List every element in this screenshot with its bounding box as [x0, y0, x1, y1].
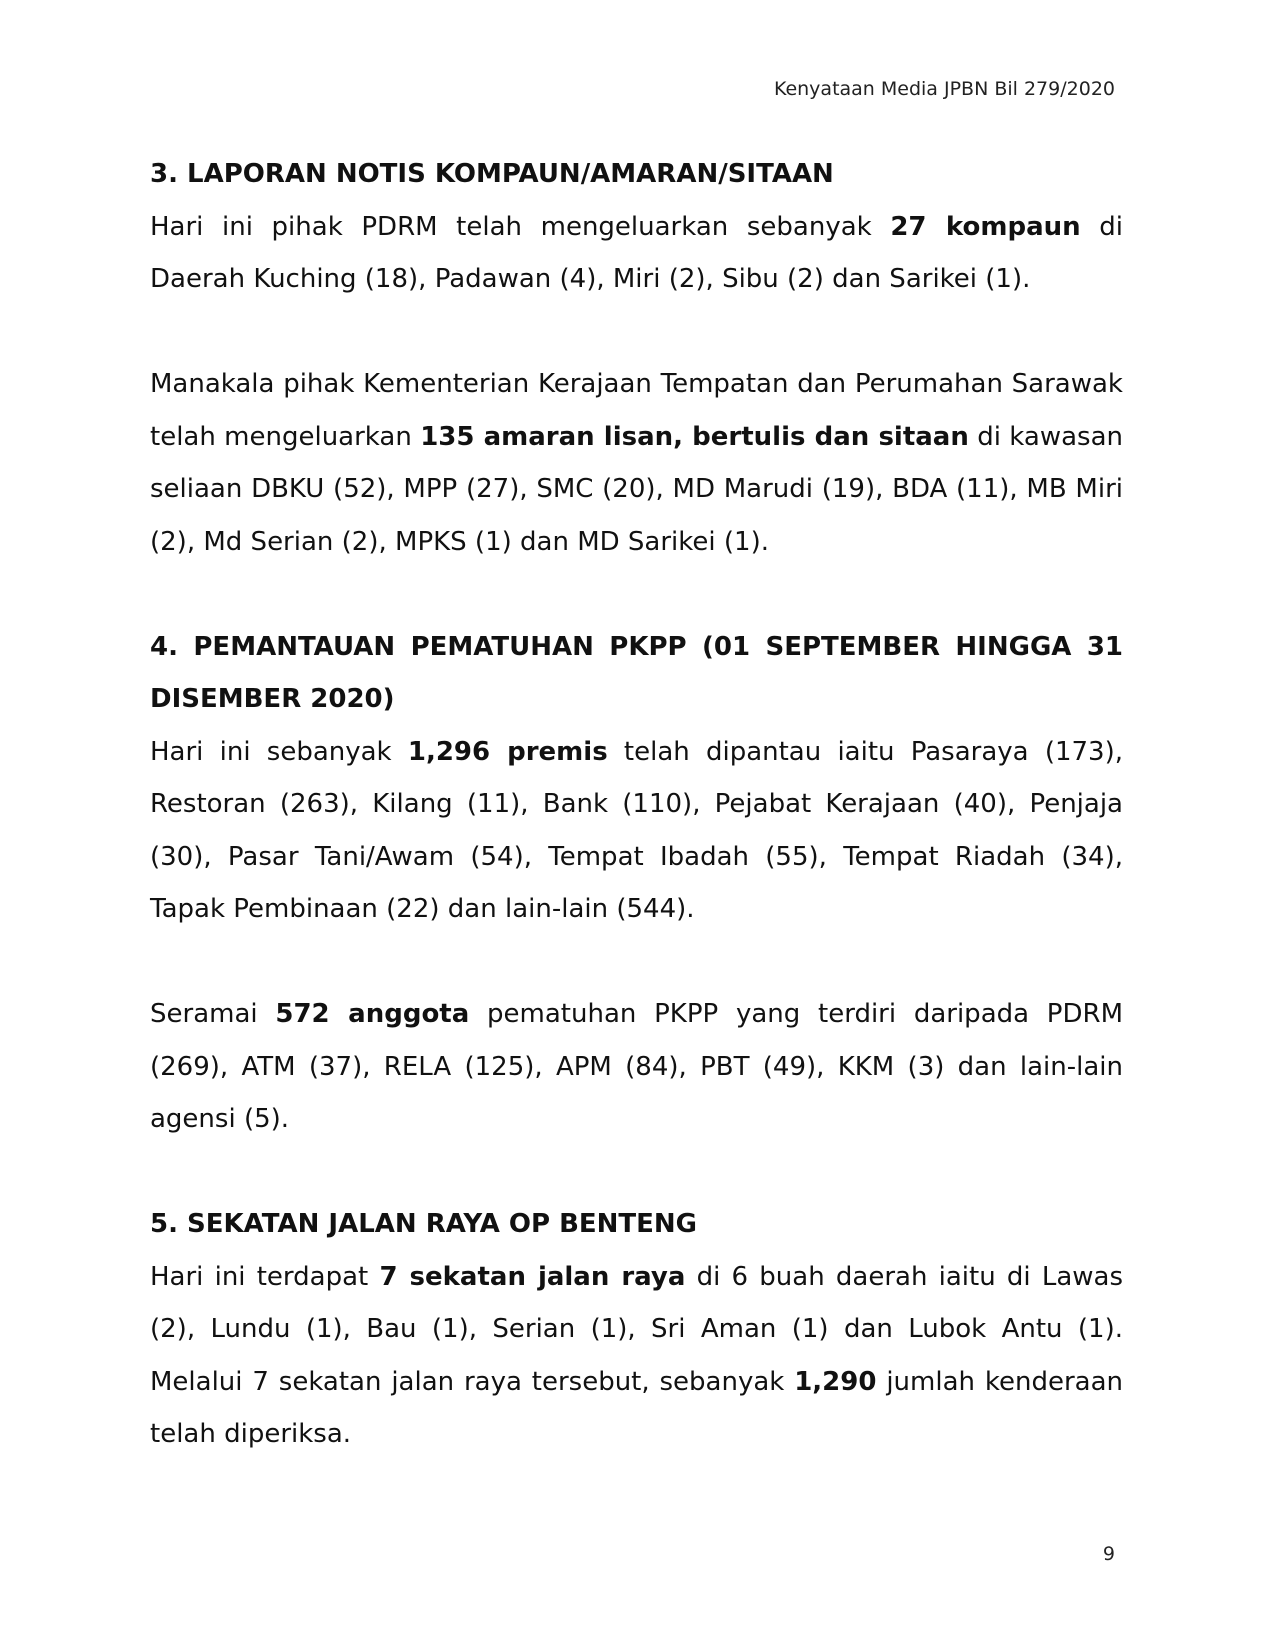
- section-4-heading: 4. PEMANTAUAN PEMATUHAN PKPP (01 SEPTEMBER HINGGA 31 DISEMBER 2020): [150, 631, 1123, 714]
- bold-text: 1,296 premis: [407, 736, 608, 767]
- section-4-paragraph-1: [150, 726, 1123, 936]
- bold-text: 7 sekatan jalan raya: [379, 1261, 686, 1292]
- text-run: Hari ini terdapat: [150, 1261, 380, 1292]
- spacer: [150, 306, 1123, 359]
- section-3-paragraph-1: [150, 201, 1123, 306]
- spacer: [150, 936, 1123, 989]
- spacer: [150, 568, 1123, 621]
- section-5-paragraph-1: [150, 1251, 1123, 1461]
- bold-text: 1,290: [794, 1366, 877, 1397]
- text-run: pematuhan PKPP yang terdiri daripada PDRM (269), ATM (37), RELA (125), APM (84), PBT (49), KKM (3) dan lain-lain agensi (5).: [150, 999, 1124, 1134]
- section-4-paragraph-2: [150, 988, 1123, 1146]
- document-body: [150, 148, 1123, 1461]
- text-run: di 6 buah daerah iaitu di Lawas (2), Lundu (1), Bau (1), Serian (1), Sri Aman (1) dan Lubok Antu (1). Melalui 7 sekatan jalan raya tersebut, sebanyak: [150, 1261, 1123, 1397]
- text-run: Hari ini sebanyak: [150, 736, 408, 767]
- text-run: Hari ini pihak PDRM telah mengeluarkan sebanyak: [150, 211, 891, 242]
- bold-text: 572 anggota: [275, 999, 470, 1029]
- spacer: [150, 1146, 1123, 1199]
- section-3-paragraph-2: [150, 358, 1123, 568]
- text-run: telah dipantau iaitu Pasaraya (173), Restoran (263), Kilang (11), Bank (110), Pejabat Kerajaan (40), Penjaja (30), Pasar Tani/Awam (54), Tempat Ibadah (55), Tempat Riadah (34), Tapak Pembinaan (22) dan lain-lain (544).: [150, 736, 1123, 924]
- header-reference: Kenyataan Media JPBN Bil 279/2020: [773, 78, 1115, 100]
- bold-text: 27 kompaun: [890, 211, 1081, 242]
- page-number: 9: [1102, 1543, 1115, 1565]
- section-3-heading: 3. LAPORAN NOTIS KOMPAUN/AMARAN/SITAAN: [150, 159, 834, 189]
- bold-text: 135 amaran lisan, bertulis dan sitaan: [420, 421, 969, 452]
- section-5-heading: 5. SEKATAN JALAN RAYA OP BENTENG: [150, 1209, 698, 1239]
- text-run: Manakala pihak Kementerian Kerajaan Tempatan dan Perumahan Sarawak telah mengeluarkan: [150, 369, 1123, 452]
- text-run: jumlah kenderaan telah diperiksa.: [150, 1366, 1123, 1449]
- text-run: di kawasan seliaan DBKU (52), MPP (27), SMC (20), MD Marudi (19), BDA (11), MB Miri (2), Md Serian (2), MPKS (1) dan MD Sarikei (1).: [150, 421, 1123, 557]
- text-run: Seramai: [150, 999, 276, 1029]
- text-run: di Daerah Kuching (18), Padawan (4), Miri (2), Sibu (2) dan Sarikei (1).: [150, 211, 1123, 294]
